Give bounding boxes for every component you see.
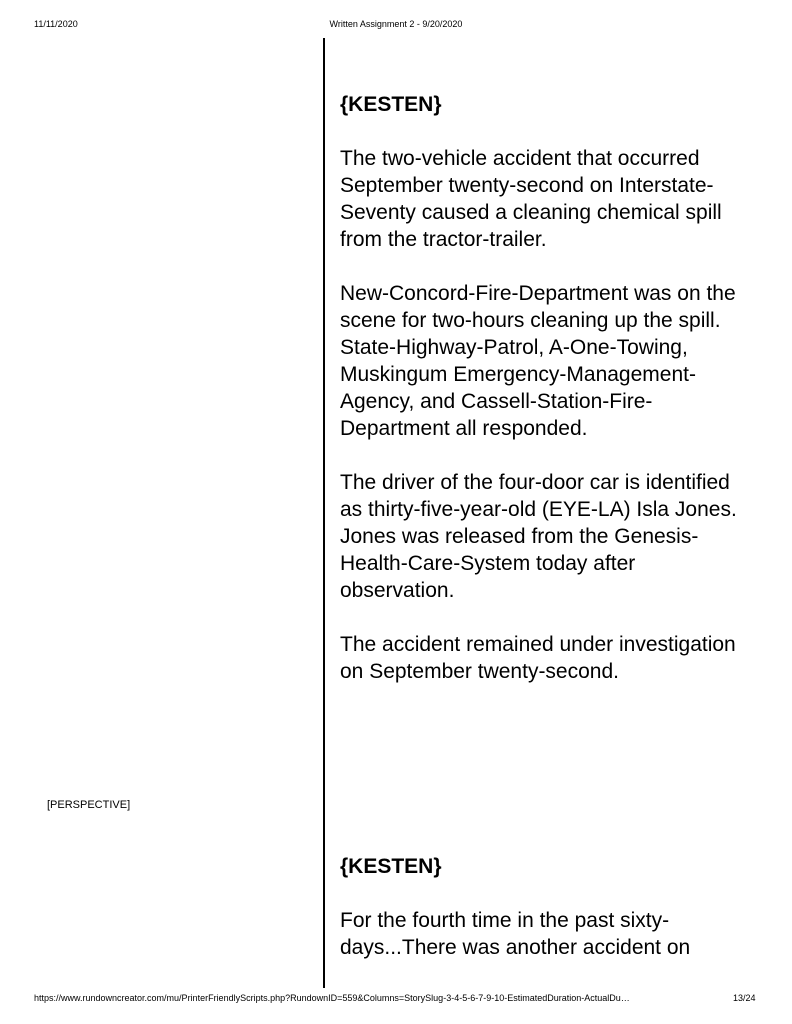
- print-date: 11/11/2020: [34, 19, 78, 29]
- column-divider: [323, 38, 325, 988]
- perspective-cue: [PERSPECTIVE]: [47, 799, 131, 811]
- script-paragraph: For the fourth time in the past sixty-days...There was another accident on: [340, 909, 691, 959]
- anchor-name: {KESTEN}: [340, 93, 442, 116]
- script-paragraph: New-Concord-Fire-Department was on the scene for two-hours cleaning up the spill. State-Highway-Patrol, A-One-Towing, Muskingum Emergency-Management-Agency, and Cassell-Station-Fire-Department all responded.: [340, 282, 736, 440]
- script-block-1: [340, 91, 750, 685]
- page-number: 13/24: [733, 993, 756, 1003]
- script-paragraph: The two-vehicle accident that occurred September twenty-second on Interstate-Seventy caused a cleaning chemical spill from the tractor-trailer.: [340, 147, 722, 251]
- script-paragraph: The driver of the four-door car is identified as thirty-five-year-old (EYE-LA) Isla Jones. Jones was released from the Genesis-Health-Care-System today after observation.: [340, 471, 737, 602]
- script-paragraph: The accident remained under investigation on September twenty-second.: [340, 633, 736, 683]
- source-url: https://www.rundowncreator.com/mu/PrinterFriendlyScripts.php?RundownID=559&Columns=StorySlug-3-4-5-6-7-9-10-EstimatedDuration-ActualDu…: [34, 993, 630, 1003]
- document-title: Written Assignment 2 - 9/20/2020: [329, 19, 463, 29]
- script-block-2: [340, 853, 750, 961]
- anchor-name: {KESTEN}: [340, 855, 442, 878]
